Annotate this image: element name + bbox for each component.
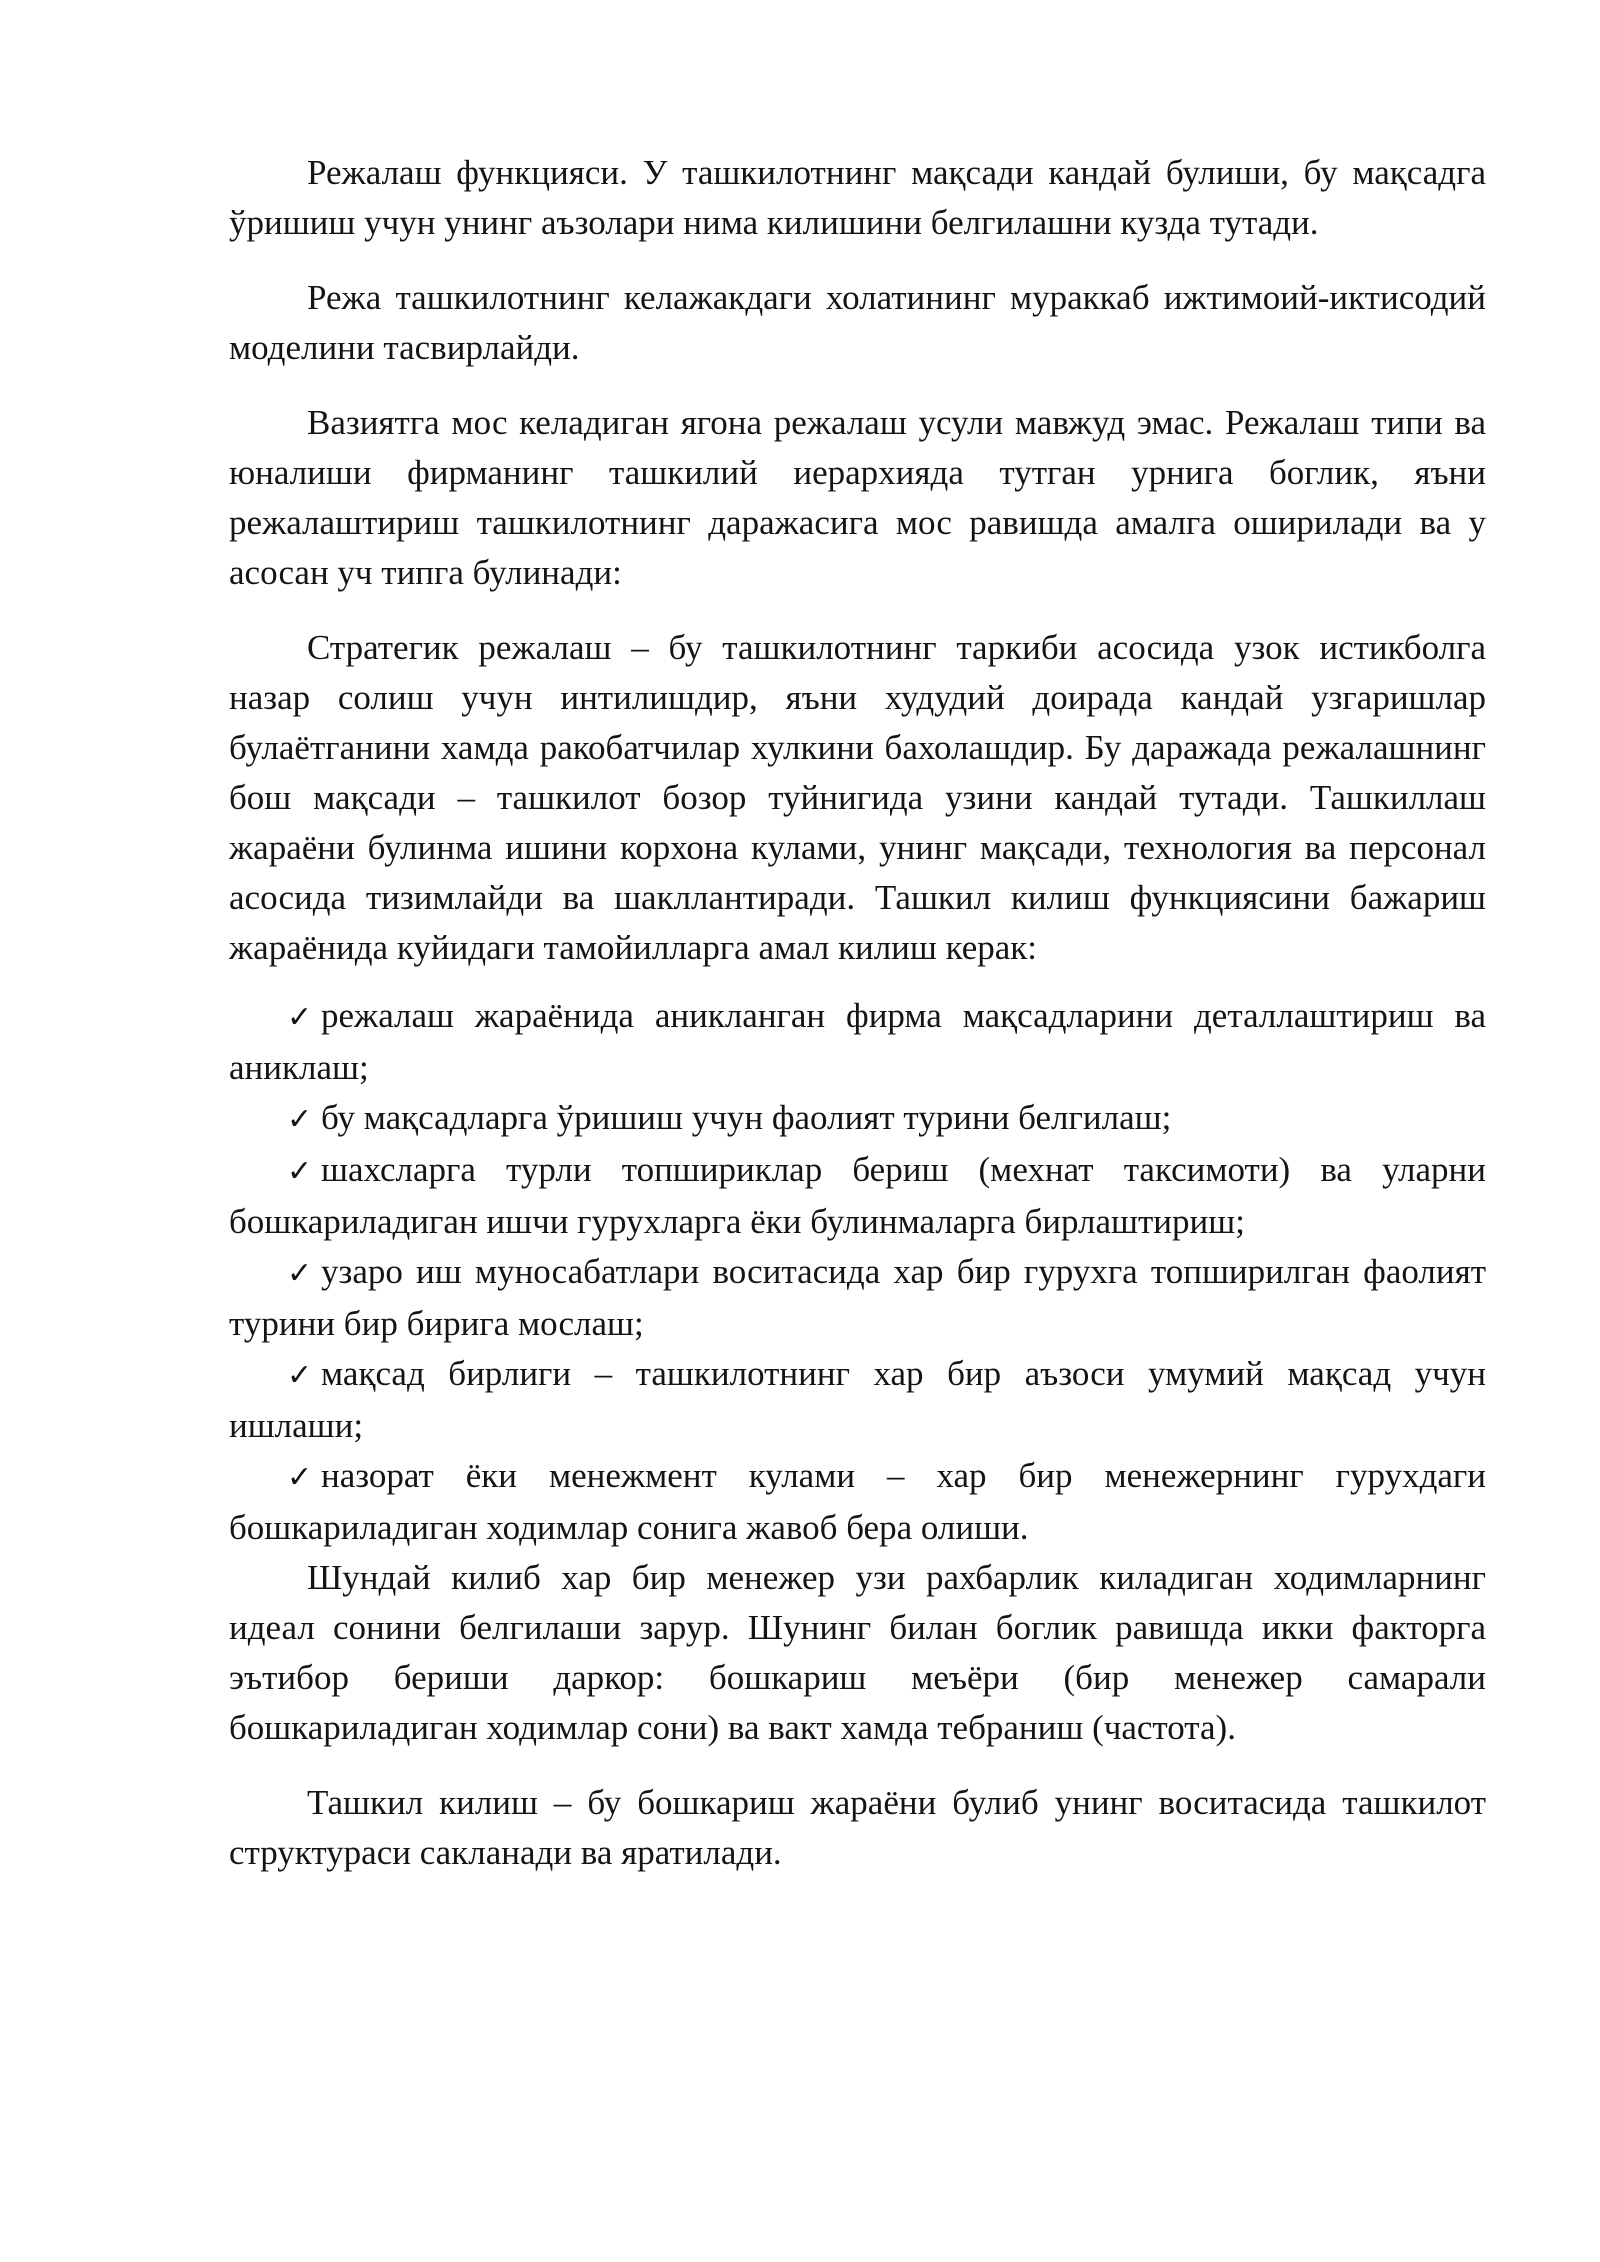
document-body xyxy=(229,148,1486,1903)
checkmark-icon: ✓ xyxy=(287,1154,313,1189)
checklist-item-text: узаро иш муносабатлари воситасида хар бир гурухга топширилган фаолият турини бир бирига мослаш; xyxy=(229,1252,1486,1343)
checklist-item-text: шахсларга турли топшириклар бериш (мехнат таксимоти) ва уларни бошкариладиган ишчи гурухларга ёки булинмаларга бирлаштириш; xyxy=(229,1150,1486,1241)
checklist-item xyxy=(229,1349,1486,1451)
paragraph-strategic-planning: Стратегик режалаш – бу ташкилотнинг таркиби асосида узок истикболга назар солиш учун интилишдир, яъни худудий доирада кандай узгаришлар булаётганини хамда ракобатчилар хулкини бахолашдир. Бу даражада режалашнинг бош мақсади – ташкилот бозор туйнигида узини кандай тутади. Ташкиллаш жараёни булинма ишини корхона кулами, унинг мақсади, технология ва персонал асосида тизимлайди ва шакллантиради. Ташкил килиш функциясини бажариш жараёнида куйидаги тамойилларга амал килиш керак: xyxy=(229,628,1486,967)
checkmark-icon: ✓ xyxy=(287,1256,313,1291)
checklist-item xyxy=(229,1451,1486,1553)
checklist-item xyxy=(229,1247,1486,1349)
checkmark-icon: ✓ xyxy=(287,1102,313,1137)
principles-checklist xyxy=(229,991,1486,1553)
checklist-item-text: бу мақсадларга ўришиш учун фаолият турини белгилаш; xyxy=(321,1098,1172,1137)
paragraph-plan-model: Режа ташкилотнинг келажакдаги холатининг мураккаб ижтимоий-иктисодий моделини тасвирлайди. xyxy=(229,278,1486,367)
paragraph-planning-function: Режалаш функцияси. У ташкилотнинг мақсади кандай булиши, бу мақсадга ўришиш учун унинг аъзолари нима килишини белгилашни кузда тутади. xyxy=(229,153,1486,242)
checklist-item-text: режалаш жараёнида аникланган фирма мақсадларини деталлаштириш ва аниклаш; xyxy=(229,996,1486,1087)
checklist-item-text: назорат ёки менежмент кулами – хар бир менежернинг гурухдаги бошкариладиган ходимлар сонига жавоб бера олиши. xyxy=(229,1456,1486,1547)
checkmark-icon: ✓ xyxy=(287,1000,313,1035)
checklist-item-text: мақсад бирлиги – ташкилотнинг хар бир аъзоси умумий мақсад учун ишлаши; xyxy=(229,1354,1486,1445)
paragraph-planning-types: Вазиятга мос келадиган ягона режалаш усули мавжуд эмас. Режалаш типи ва юналиши фирманинг ташкилий иерархияда тутган урнига боглик, яъни режалаштириш ташкилотнинг даражасига мос равишда амалга оширилади ва у асосан уч типга булинади: xyxy=(229,403,1486,592)
checklist-item xyxy=(229,1093,1486,1145)
checkmark-icon: ✓ xyxy=(287,1358,313,1393)
checklist-item xyxy=(229,1145,1486,1247)
paragraph-organizing-definition: Ташкил килиш – бу бошкариш жараёни булиб унинг воситасида ташкилот структураси сакланади ва яратилади. xyxy=(229,1783,1486,1872)
paragraph-manager-span: Шундай килиб хар бир менежер узи рахбарлик киладиган ходимларнинг идеал сонини белгилаши зарур. Шунинг билан боглик равишда икки факторга эътибор бериши даркор: бошкариш меъёри (бир менежер самарали бошкариладиган ходимлар сони) ва вакт хамда тебраниш (частота). xyxy=(229,1558,1486,1747)
checkmark-icon: ✓ xyxy=(287,1460,313,1495)
checklist-item xyxy=(229,991,1486,1093)
